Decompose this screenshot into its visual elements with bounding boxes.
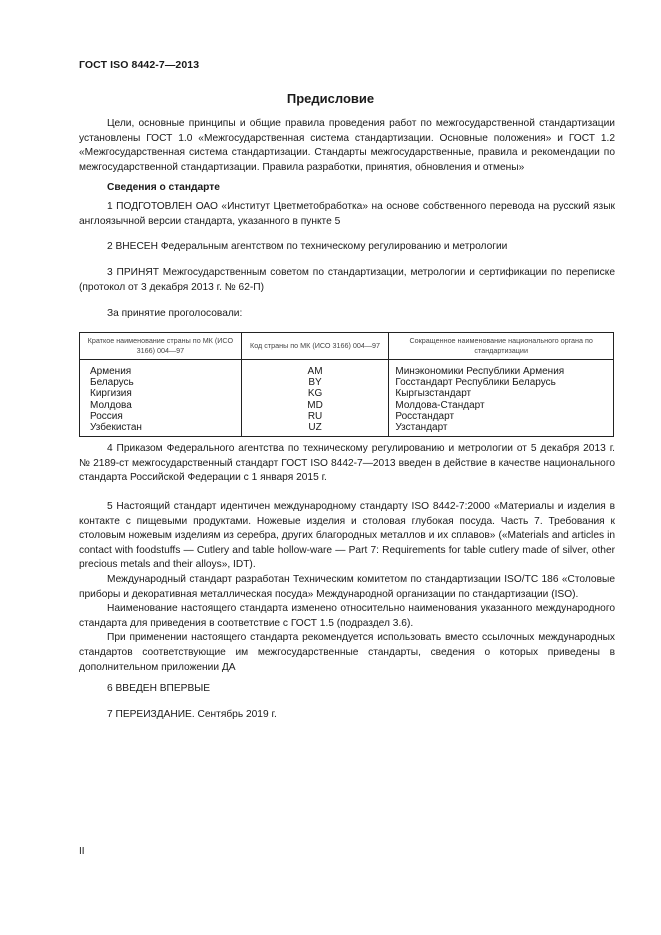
item-1-text: 1 ПОДГОТОВЛЕН ОАО «Институт Цветметобработка» на основе собственного перевода на русский язык англоязычной версии стандарта, указанного в пункте 5 bbox=[79, 201, 615, 227]
country-cell: Молдова bbox=[80, 400, 242, 411]
body-cell: Узстандарт bbox=[389, 422, 614, 437]
item-3 bbox=[79, 266, 615, 295]
country-cell: Узбекистан bbox=[80, 422, 242, 437]
page-title: Предисловие bbox=[286, 91, 375, 106]
body-cell: Кыргызстандарт bbox=[389, 388, 614, 399]
item-3-text: 3 ПРИНЯТ Межгосударственным советом по стандартизации, метрологии и сертификации по переписке (протокол от 3 декабря 2013 г. № 62-П) bbox=[79, 267, 615, 293]
document-code: ГОСТ ISO 8442-7—2013 bbox=[79, 59, 200, 71]
country-cell: Киргизия bbox=[80, 388, 242, 399]
item-5 bbox=[79, 500, 615, 675]
subheading: Сведения о стандарте bbox=[107, 182, 220, 193]
code-cell: RU bbox=[241, 411, 389, 422]
header-code: Код страны по МК (ИСО 3166) 004—97 bbox=[241, 333, 389, 360]
item-1 bbox=[79, 200, 615, 229]
item-4-text: 4 Приказом Федерального агентства по техническому регулированию и метрологии от 5 декабря 2013 г. № 2189-ст межгосударственный стандарт ГОСТ ISO 8442-7—2013 введен в действие в качестве национального стандарта Российской Федерации с 1 января 2015 г. bbox=[79, 443, 615, 484]
body-cell: Госстандарт Республики Беларусь bbox=[389, 377, 614, 388]
code-cell: KG bbox=[241, 388, 389, 399]
code-cell: AM bbox=[241, 360, 389, 378]
item-7 bbox=[79, 708, 615, 723]
table-row bbox=[80, 411, 614, 422]
body-cell: Молдова-Стандарт bbox=[389, 400, 614, 411]
table-row bbox=[80, 388, 614, 399]
item-5-committee: Международный стандарт разработан Техническим комитетом по стандартизации ISO/TC 186 «Столовые приборы и декоративная металлическая посуда» Международной организации по стандартизации (ISO). bbox=[79, 573, 615, 600]
header-body: Сокращенное наименование национального органа по стандартизации bbox=[389, 333, 614, 360]
code-cell: BY bbox=[241, 377, 389, 388]
item-5-main: 5 Настоящий стандарт идентичен международному стандарту ISO 8442-7:2000 «Материалы и изделия в контакте с пищевыми продуктами. Ножевые изделия и столовая глубокая посуда. Часть 7. Требования к столовым ножевым изделиям из серебра, других благородных металлов и их сплавов» («Materials and articles in contact with foodstuffs — Cutlery and table hollow-ware — Part 7: Requirements for table cutlery made of silver, other precious metals and their alloys», IDT). bbox=[79, 501, 615, 571]
table-header-row bbox=[80, 333, 614, 360]
header-country: Краткое наименование страны по МК (ИСО 3166) 004—97 bbox=[80, 333, 242, 360]
body-cell: Росстандарт bbox=[389, 411, 614, 422]
item-2-text: 2 ВНЕСЕН Федеральным агентством по техническому регулированию и метрологии bbox=[107, 241, 508, 252]
item-6-text: 6 ВВЕДЕН ВПЕРВЫЕ bbox=[107, 683, 211, 694]
page-number: II bbox=[79, 846, 85, 857]
intro-text: Цели, основные принципы и общие правила проведения работ по межгосударственной стандартизации установлены ГОСТ 1.0 «Межгосударственная система стандартизации. Основные положения» и ГОСТ 1.2 «Межгосударственная система стандартизации. Стандарты межгосударственные, правила и рекомендации по межгосударственной стандартизации. Правила разработки, принятия, обновления и отмены» bbox=[79, 118, 615, 173]
country-cell: Беларусь bbox=[80, 377, 242, 388]
country-cell: Россия bbox=[80, 411, 242, 422]
item-7-text: 7 ПЕРЕИЗДАНИЕ. Сентябрь 2019 г. bbox=[107, 709, 277, 720]
table-row bbox=[80, 360, 614, 378]
table-row bbox=[80, 400, 614, 411]
item-6 bbox=[79, 682, 615, 697]
voted-text: За принятие проголосовали: bbox=[107, 308, 243, 319]
item-5-references: При применении настоящего стандарта рекомендуется использовать вместо ссылочных международных стандартов соответствующие им межгосударственные стандарты, сведения о которых приведены в дополнительном приложении ДА bbox=[79, 632, 615, 673]
item-5-title-change: Наименование настоящего стандарта изменено относительно наименования указанного международного стандарта для приведения в соответствие с ГОСТ 1.5 (подраздел 3.6). bbox=[79, 603, 615, 629]
voted-label bbox=[79, 307, 615, 322]
code-cell: UZ bbox=[241, 422, 389, 437]
table-row bbox=[80, 422, 614, 437]
approval-table bbox=[79, 332, 614, 437]
standard-info-heading bbox=[79, 181, 615, 196]
body-cell: Минэкономики Республики Армения bbox=[389, 360, 614, 378]
item-2 bbox=[79, 240, 615, 255]
country-cell: Армения bbox=[80, 360, 242, 378]
table-row bbox=[80, 377, 614, 388]
intro-paragraph bbox=[79, 117, 615, 175]
code-cell: MD bbox=[241, 400, 389, 411]
item-4 bbox=[79, 442, 615, 486]
